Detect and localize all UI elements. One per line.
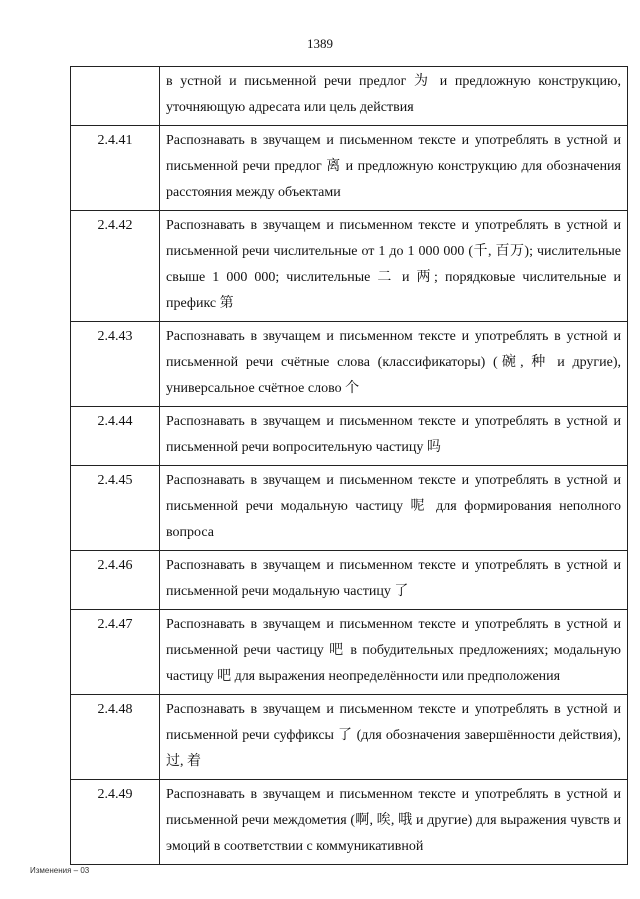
row-description: Распознавать в звучащем и письменном тексте и употреблять в устной и письменной речи счётные слова (классификаторы) (碗, 种 и другие), универсальное счётное слово 个 <box>160 322 628 407</box>
row-code: 2.4.43 <box>71 322 160 407</box>
table-row <box>71 211 628 322</box>
row-description: Распознавать в звучащем и письменном тексте и употреблять в устной и письменной речи междометия (啊, 唉, 哦 и другие) для выражения чувств и эмоций в соответствии с коммуникативной <box>160 780 628 865</box>
row-description: Распознавать в звучащем и письменном тексте и употреблять в устной и письменной речи суффиксы 了 (для обозначения завершённости действия), 过, 着 <box>160 695 628 780</box>
row-code: 2.4.41 <box>71 126 160 211</box>
row-code: 2.4.48 <box>71 695 160 780</box>
table-row <box>71 551 628 610</box>
table-row <box>71 67 628 126</box>
table-row <box>71 466 628 551</box>
row-code: 2.4.47 <box>71 610 160 695</box>
row-description: Распознавать в звучащем и письменном тексте и употреблять в устной и письменной речи модальную частицу 呢 для формирования неполного вопроса <box>160 466 628 551</box>
table-row <box>71 322 628 407</box>
table-row <box>71 695 628 780</box>
row-code: 2.4.49 <box>71 780 160 865</box>
row-description: Распознавать в звучащем и письменном тексте и употреблять в устной и письменной речи вопросительную частицу 吗 <box>160 407 628 466</box>
row-description: Распознавать в звучащем и письменном тексте и употреблять в устной и письменной речи предлог 离 и предложную конструкцию для обозначения расстояния между объектами <box>160 126 628 211</box>
row-code: 2.4.46 <box>71 551 160 610</box>
row-description: Распознавать в звучащем и письменном тексте и употреблять в устной и письменной речи частицу 吧 в побудительных предложениях; модальную частицу 吧 для выражения неопределённости или предположения <box>160 610 628 695</box>
table-row <box>71 407 628 466</box>
table-row <box>71 610 628 695</box>
row-code: 2.4.44 <box>71 407 160 466</box>
row-code: 2.4.45 <box>71 466 160 551</box>
table-row <box>71 780 628 865</box>
row-code: 2.4.42 <box>71 211 160 322</box>
requirements-table <box>70 66 628 865</box>
page-number: 1389 <box>307 36 333 51</box>
row-description: Распознавать в звучащем и письменном тексте и употреблять в устной и письменной речи модальную частицу 了 <box>160 551 628 610</box>
row-description: Распознавать в звучащем и письменном тексте и употреблять в устной и письменной речи числительные от 1 до 1 000 000 (千, 百万); числительные свыше 1 000 000; числительные 二 и 两; порядковые числительные и префикс 第 <box>160 211 628 322</box>
row-description: в устной и письменной речи предлог 为 и предложную конструкцию, уточняющую адресата или цель действия <box>160 67 628 126</box>
footer-revision-note: Изменения – 03 <box>30 866 90 875</box>
table-row <box>71 126 628 211</box>
row-code <box>71 67 160 126</box>
